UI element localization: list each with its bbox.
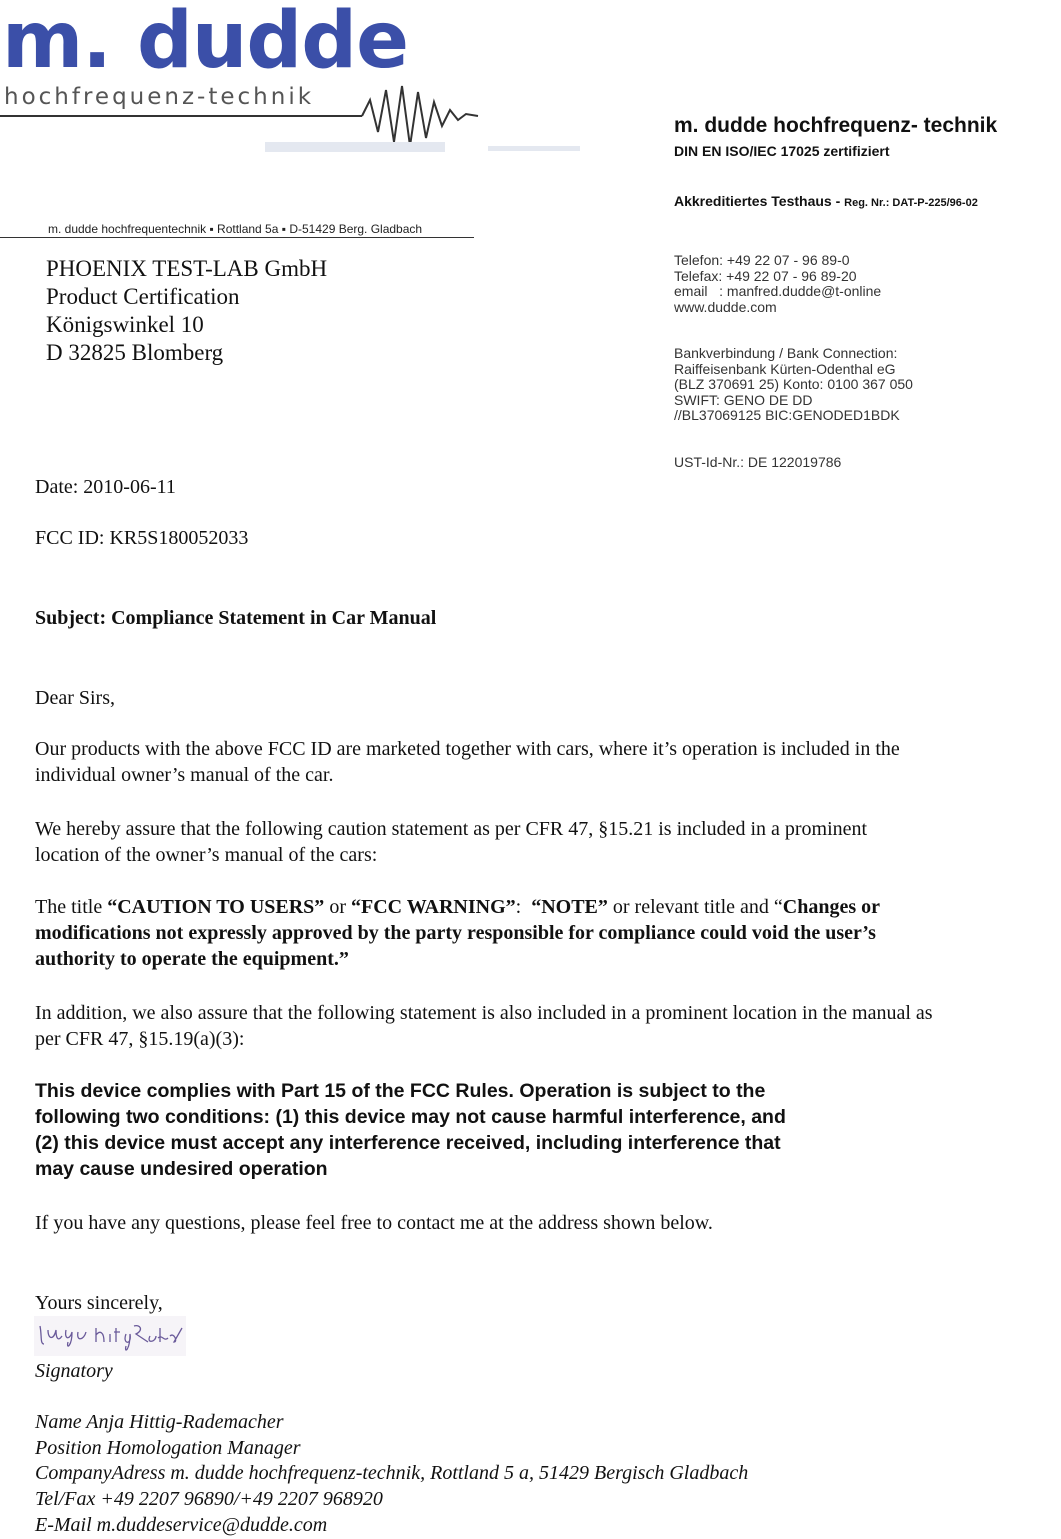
phone-number: Telefon: +49 22 07 - 96 89-0 — [674, 252, 850, 268]
iso-certification: DIN EN ISO/IEC 17025 zertifiziert — [674, 143, 890, 159]
recipient-address — [46, 255, 327, 367]
warning-title: “FCC WARNING” — [350, 896, 516, 918]
note-title: “NOTE” — [531, 896, 608, 918]
caution-text-line-3: authority to operate the equipment.” — [35, 948, 349, 970]
accreditation-label: Akkreditiertes Testhaus - — [674, 193, 845, 209]
sender-address-line: m. dudde hochfrequentechnik ▪ Rottland 5a ▪ D-51429 Berg. Gladbach — [48, 222, 423, 236]
paragraph-2 — [35, 816, 867, 868]
text-span: The title — [35, 896, 108, 918]
bank-label: Bankverbindung / Bank Connection: — [674, 345, 898, 361]
paragraph-1 — [35, 736, 900, 788]
handwritten-signature — [34, 1316, 186, 1356]
sender-underline — [0, 237, 474, 238]
recipient-city: D 32825 Blomberg — [46, 340, 224, 365]
bic-code: //BL37069125 BIC:GENODED1BDK — [674, 407, 900, 423]
closing: Yours sincerely, — [35, 1292, 163, 1314]
fcc-statement-line-2: following two conditions: (1) this device may not cause harmful interference, and — [35, 1106, 786, 1128]
bank-account: (BLZ 370691 25) Konto: 0100 367 050 — [674, 376, 913, 392]
caution-text-start: Changes or — [782, 896, 881, 918]
fcc-statement — [35, 1078, 786, 1182]
vat-number: UST-Id-Nr.: DE 122019786 — [674, 454, 842, 470]
signatory-company-address: CompanyAdress m. dudde hochfrequenz-technik, Rottland 5 a, 51429 Bergisch Gladbach — [35, 1462, 749, 1485]
signatory-label: Signatory — [35, 1360, 113, 1382]
paragraph-2-line-2: location of the owner’s manual of the cars: — [35, 844, 378, 866]
signatory-email: E-Mail m.duddeservice@dudde.com — [35, 1513, 328, 1536]
paragraph-1-line-1: Our products with the above FCC ID are marketed together with cars, where it’s operation is included in the — [35, 738, 900, 760]
bank-block — [674, 346, 913, 424]
email-address: email : manfred.dudde@t-online — [674, 283, 882, 299]
paragraph-4-line-2: per CFR 47, §15.19(a)(3): — [35, 1028, 245, 1050]
fcc-statement-line-4: may cause undesired operation — [35, 1158, 328, 1180]
swift-code: SWIFT: GENO DE DD — [674, 391, 813, 408]
recipient-company: PHOENIX TEST-LAB GmbH — [46, 256, 328, 281]
company-logo — [0, 0, 600, 160]
signatory-details — [35, 1410, 748, 1539]
signatory-phone-fax: Tel/Fax +49 2207 96890/+49 2207 968920 — [35, 1488, 383, 1511]
caution-title: “CAUTION TO USERS” — [107, 896, 325, 918]
text-span: or — [324, 896, 351, 918]
paragraph-5: If you have any questions, please feel free to contact me at the address shown below. — [35, 1212, 713, 1234]
signature-stroke-icon — [34, 1316, 186, 1356]
logo-main-text: m. dudde — [2, 0, 408, 86]
signatory-position: Position Homologation Manager — [35, 1436, 301, 1459]
fcc-id: FCC ID: KR5S180052033 — [35, 527, 249, 549]
paragraph-4-line-1: In addition, we also assure that the following statement is also included in a prominent location in the manual as — [35, 1002, 933, 1024]
paragraph-4 — [35, 1000, 933, 1052]
logo-sub-text: hochfrequenz-technik — [4, 84, 315, 110]
fax-number: Telefax: +49 22 07 - 96 89-20 — [674, 267, 857, 284]
accreditation — [674, 193, 978, 209]
fcc-statement-line-1: This device complies with Part 15 of the FCC Rules. Operation is subject to the — [35, 1080, 766, 1102]
recipient-street: Königswinkel 10 — [46, 312, 204, 337]
recipient-department: Product Certification — [46, 284, 240, 309]
signatory-name: Name Anja Hittig-Rademacher — [35, 1411, 284, 1433]
paragraph-2-line-1: We hereby assure that the following caution statement as per CFR 47, §15.21 is included in a prominent — [35, 818, 868, 840]
paragraph-1-line-2: individual owner’s manual of the car. — [35, 764, 334, 786]
registration-number: Reg. Nr.: DAT-P-225/96-02 — [844, 197, 978, 209]
website: www.dudde.com — [674, 298, 777, 315]
text-span: : — [515, 896, 532, 918]
salutation: Dear Sirs, — [35, 687, 115, 709]
contact-block — [674, 253, 881, 315]
paragraph-3-line-1 — [35, 894, 880, 920]
fcc-statement-line-3: (2) this device must accept any interference received, including interference that — [35, 1132, 781, 1154]
letter-subject: Subject: Compliance Statement in Car Manual — [35, 607, 437, 629]
paragraph-3 — [35, 894, 880, 972]
waveform-icon — [0, 80, 600, 155]
company-name: m. dudde hochfrequenz- technik — [674, 114, 998, 137]
bank-name: Raiffeisenbank Kürten-Odenthal eG — [674, 360, 896, 377]
letter-date: Date: 2010-06-11 — [35, 476, 176, 498]
text-span: or relevant title and “ — [607, 896, 783, 918]
caution-text-line-2: modifications not expressly approved by the party responsible for compliance could void the user’s — [35, 922, 876, 944]
